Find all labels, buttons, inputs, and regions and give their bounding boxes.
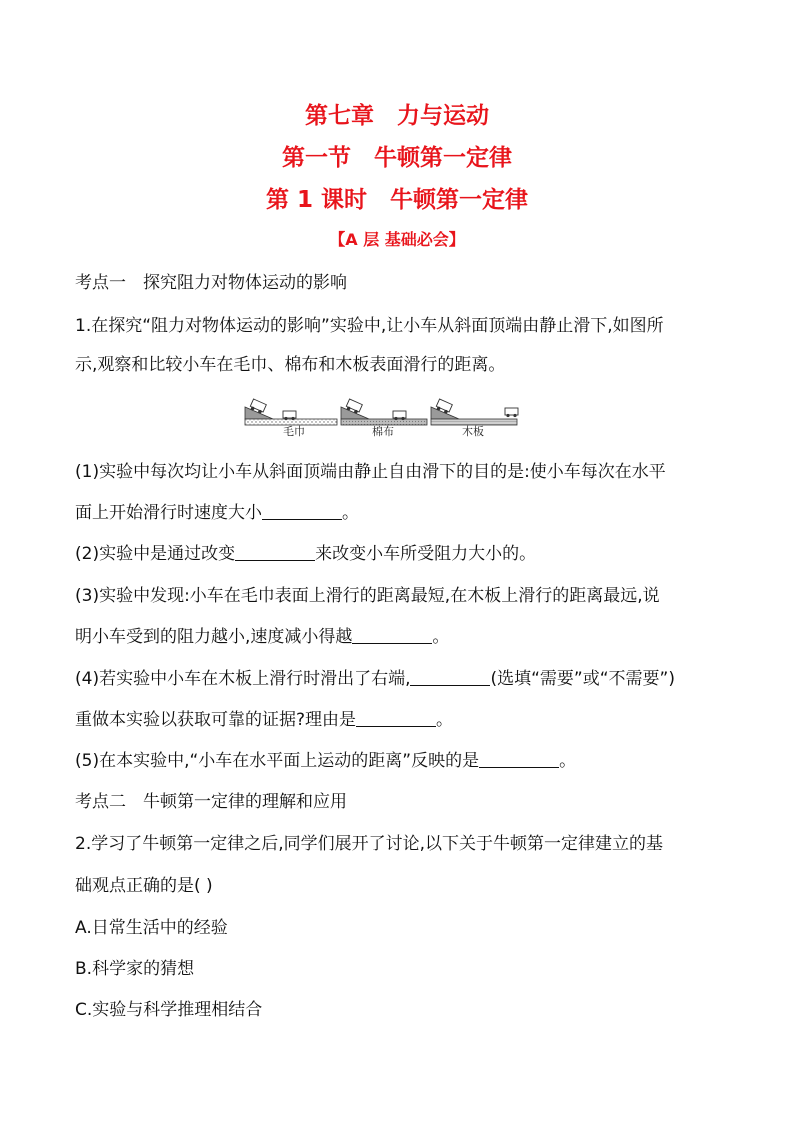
q1-part5 — [75, 748, 725, 774]
q1-part5-text: (5)在本实验中,“小车在水平面上运动的距离”反映的是 — [75, 751, 480, 771]
q1-part2-text: (2)实验中是通过改变 — [75, 544, 236, 564]
q2-stem-line2: 础观点正确的是( ) — [75, 876, 213, 896]
q1-part1-text: 面上开始滑行时速度大小 — [75, 503, 262, 523]
chapter-title: 第七章 力与运动 — [305, 103, 489, 129]
q1-part4-line2 — [75, 707, 725, 733]
q1-part1-line2 — [75, 500, 725, 526]
answer-blank-1[interactable] — [262, 501, 342, 520]
q2-option-c[interactable]: C.实验与科学推理相结合 — [75, 1000, 263, 1020]
q1-part2 — [75, 541, 725, 567]
q1-part4-text: (4)若实验中小车在木板上滑行时滑出了右端, — [75, 669, 411, 689]
q1-part4-choice-hint: (选填“需要”或“不需要”) — [490, 669, 675, 689]
q1-part3-text: 明小车受到的阻力越小,速度减小得越 — [75, 627, 353, 647]
setup-cotton — [341, 399, 427, 425]
layer-label: 【A 层 基础必会】 — [329, 230, 465, 249]
setup-wood — [431, 399, 518, 425]
q1-part3-end: 。 — [432, 627, 450, 647]
q1-part1-end: 。 — [342, 503, 359, 523]
q1-stem-line1: 1.在探究“阻力对物体运动的影响”实验中,让小车从斜面顶端由静止滑下,如图所 — [75, 316, 664, 336]
q1-part4-reason-text: 重做本实验以获取可靠的证据?理由是 — [75, 710, 357, 730]
q1-part2-end: 来改变小车所受阻力大小的。 — [315, 544, 537, 564]
answer-blank-6[interactable] — [479, 749, 559, 768]
q1-part3-line2 — [75, 624, 725, 650]
figure-label-cotton: 棉布 — [372, 425, 394, 438]
topic-2-heading: 考点二 牛顿第一定律的理解和应用 — [75, 792, 347, 812]
answer-blank-4[interactable] — [410, 667, 490, 686]
q2-option-b[interactable]: B.科学家的猜想 — [75, 959, 195, 979]
q1-part4-end: 。 — [436, 710, 454, 730]
answer-blank-2[interactable] — [235, 542, 315, 561]
section-title: 第一节 牛顿第一定律 — [282, 145, 512, 171]
answer-blank-3[interactable] — [352, 625, 432, 644]
answer-blank-5[interactable] — [356, 708, 436, 727]
q1-part4-line1 — [75, 666, 725, 692]
topic-1-heading: 考点一 探究阻力对物体运动的影响 — [75, 273, 347, 293]
q2-option-a[interactable]: A.日常生活中的经验 — [75, 918, 228, 938]
q2-stem-line1: 2.学习了牛顿第一定律之后,同学们展开了讨论,以下关于牛顿第一定律建立的基 — [75, 834, 664, 854]
lesson-title: 第 1 课时 牛顿第一定律 — [265, 187, 529, 213]
setup-towel — [245, 399, 337, 425]
figure-label-wood: 木板 — [462, 425, 484, 438]
q1-part1-line1: (1)实验中每次均让小车从斜面顶端由静止自由滑下的目的是:使小车每次在水平 — [75, 462, 666, 482]
q1-stem-line2: 示,观察和比较小车在毛巾、棉布和木板表面滑行的距离。 — [75, 355, 506, 375]
figure-label-towel: 毛巾 — [283, 425, 305, 438]
q1-part5-end: 。 — [559, 751, 577, 771]
q1-part3-line1: (3)实验中发现:小车在毛巾表面上滑行的距离最短,在木板上滑行的距离最远,说 — [75, 586, 660, 606]
